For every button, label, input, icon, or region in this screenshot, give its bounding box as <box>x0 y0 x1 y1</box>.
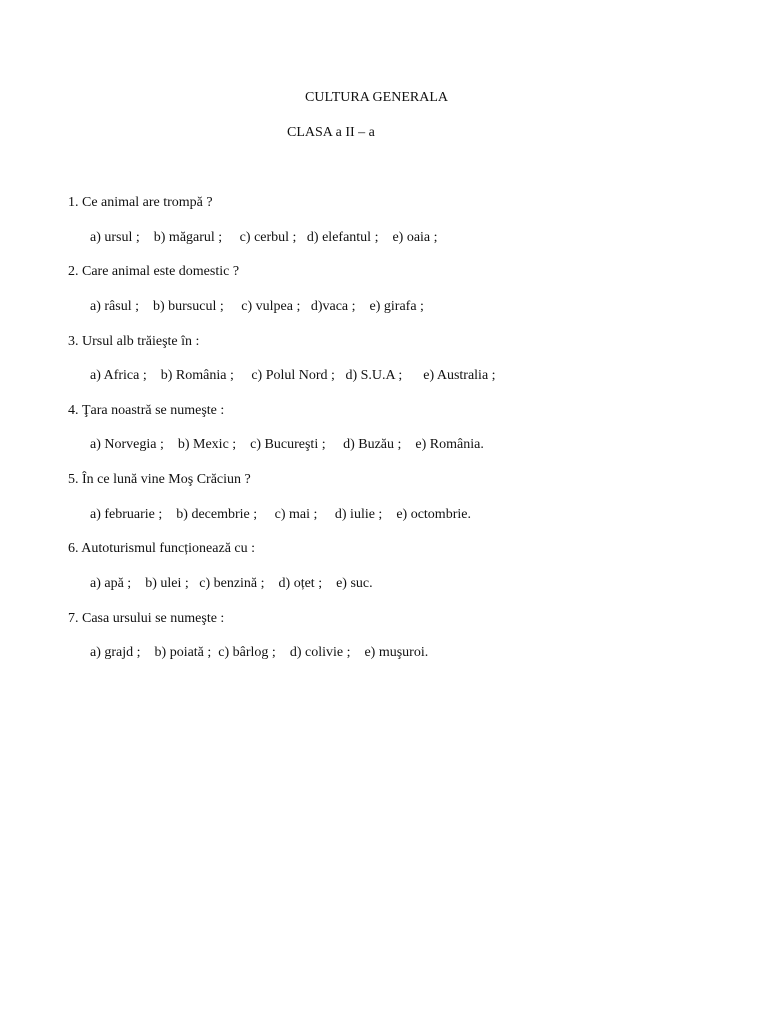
question-text: 5. În ce lună vine Moş Crăciun ? <box>68 472 251 488</box>
question-5 <box>68 472 748 541</box>
document-title: CULTURA GENERALA <box>305 90 448 105</box>
answer-options: a) ursul ; b) măgarul ; c) cerbul ; d) elefantul ; e) oaia ; <box>90 229 438 245</box>
answer-options: a) râsul ; b) bursucul ; c) vulpea ; d)vaca ; e) girafa ; <box>90 298 424 314</box>
answer-options: a) februarie ; b) decembrie ; c) mai ; d) iulie ; e) octombrie. <box>90 506 471 522</box>
question-4 <box>68 403 748 472</box>
question-text: 1. Ce animal are trompă ? <box>68 195 213 210</box>
question-1 <box>68 195 748 264</box>
question-text: 4. Ţara noastră se numeşte : <box>68 402 225 418</box>
question-text: 2. Care animal este domestic ? <box>68 264 240 280</box>
document-subtitle: CLASA a II – a <box>287 125 375 140</box>
question-text: 7. Casa ursului se numeşte : <box>68 610 225 626</box>
answer-options: a) Africa ; b) România ; c) Polul Nord ; d) S.U.A ; e) Australia ; <box>90 368 496 384</box>
question-7 <box>68 611 748 680</box>
answer-options: a) apă ; b) ulei ; c) benzină ; d) oțet ; e) suc. <box>90 576 373 592</box>
question-6 <box>68 541 748 610</box>
question-list <box>68 195 748 680</box>
answer-options: a) Norvegia ; b) Mexic ; c) Bucureşti ; d) Buzău ; e) România. <box>90 437 484 453</box>
question-text: 3. Ursul alb trăieşte în : <box>68 333 200 349</box>
answer-options: a) grajd ; b) poiată ; c) bârlog ; d) colivie ; e) muşuroi. <box>90 645 429 661</box>
question-3 <box>68 334 748 403</box>
question-text: 6. Autoturismul funcționează cu : <box>68 541 256 557</box>
question-2 <box>68 264 748 333</box>
